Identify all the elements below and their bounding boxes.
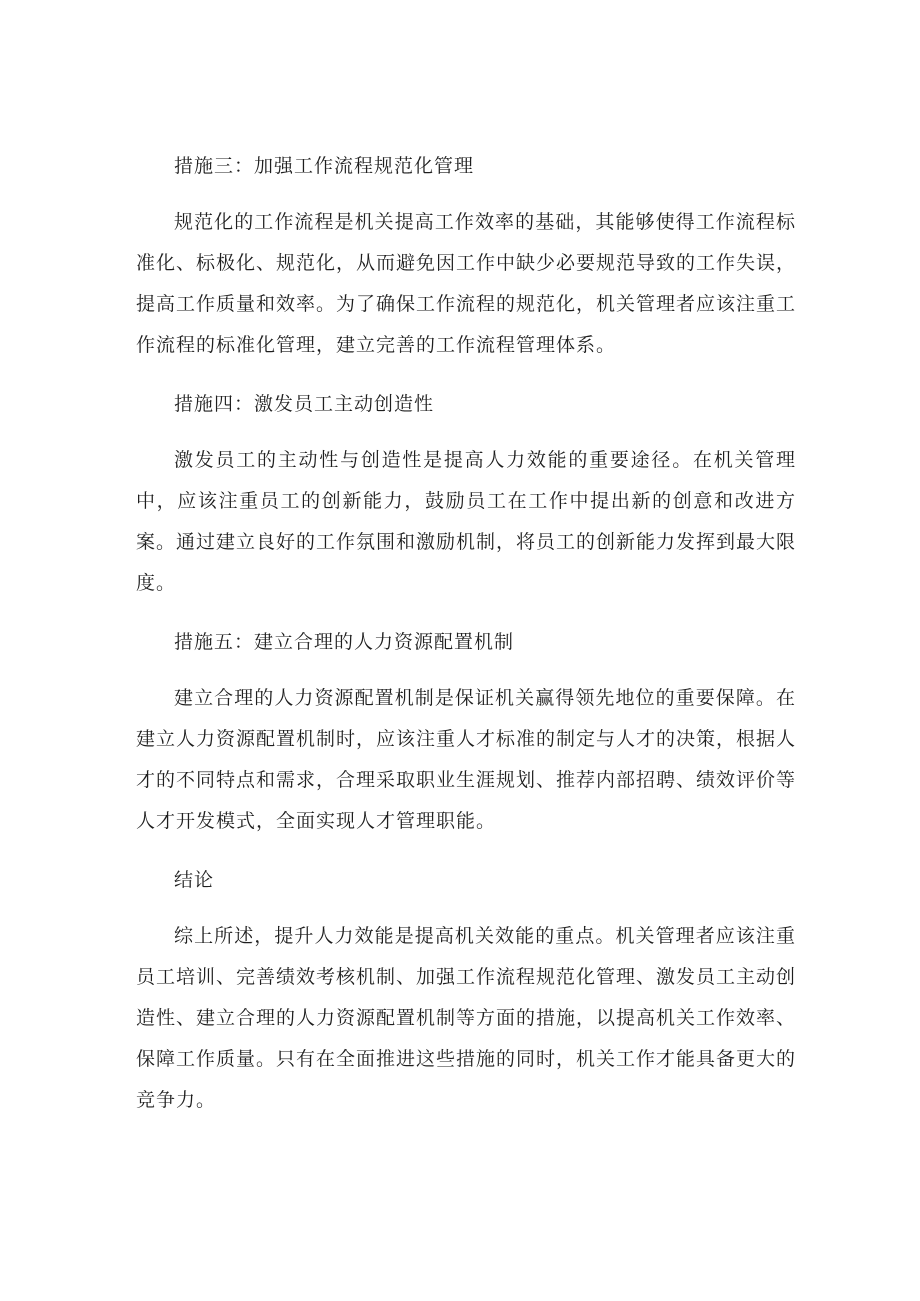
section-paragraph-measure-4: 激发员工的主动性与创造性是提高人力效能的重要途径。在机关管理中，应该注重员工的创新能力，鼓励员工在工作中提出新的创意和改进方案。通过建立良好的工作氛围和激励机制，将员工的创新能力发挥到最大限度。: [136, 449, 797, 594]
section-heading-measure-4: 措施四：激发员工主动创造性: [174, 393, 435, 415]
section-paragraph-conclusion: 综上所述，提升人力效能是提高机关效能的重点。机关管理者应该注重员工培训、完善绩效考核机制、加强工作流程规范化管理、激发员工主动创造性、建立合理的人力资源配置机制等方面的措施，以提高机关工作效率、保障工作质量。只有在全面推进这些措施的同时，机关工作才能具备更大的竞争力。: [136, 925, 797, 1111]
section-heading-measure-3: 措施三：加强工作流程规范化管理: [174, 155, 475, 177]
section-paragraph-measure-5: 建立合理的人力资源配置机制是保证机关赢得领先地位的重要保障。在建立人力资源配置机制时，应该注重人才标准的制定与人才的决策，根据人才的不同特点和需求，合理采取职业生涯规划、推荐内部招聘、绩效评价等人才开发模式，全面实现人才管理职能。: [136, 687, 797, 832]
section-heading-conclusion: 结论: [174, 869, 215, 891]
document-body: [136, 146, 796, 1121]
section-heading-measure-5: 措施五：建立合理的人力资源配置机制: [174, 631, 515, 653]
section-paragraph-measure-3: 规范化的工作流程是机关提高工作效率的基础，其能够使得工作流程标准化、标极化、规范化，从而避免因工作中缺少必要规范导致的工作失误，提高工作质量和效率。为了确保工作流程的规范化，机关管理者应该注重工作流程的标准化管理，建立完善的工作流程管理体系。: [136, 211, 797, 356]
